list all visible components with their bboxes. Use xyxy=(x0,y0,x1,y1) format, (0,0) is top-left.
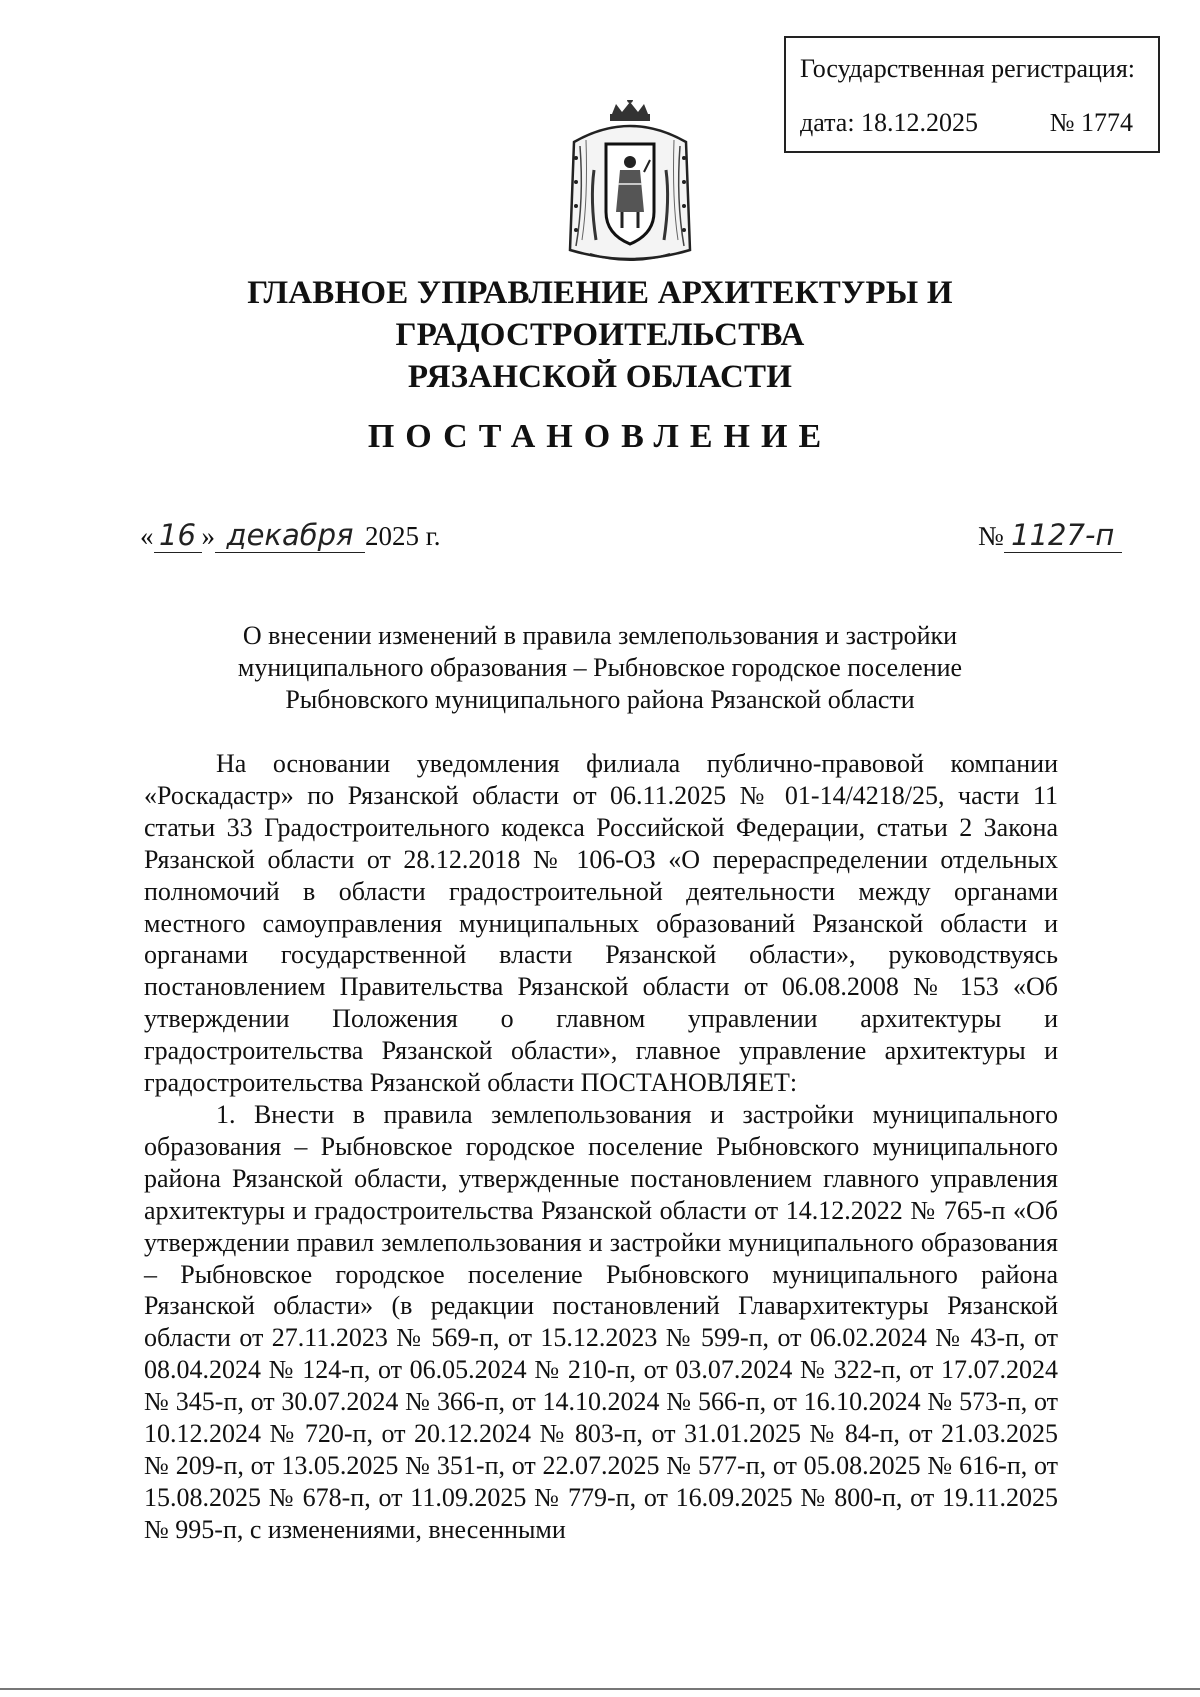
date-year: 2025 г. xyxy=(365,521,441,551)
body-paragraph-item-1: 1. Внести в правила землепользования и застройки муниципального образования – Рыбновское городское поселение Рыбновского муниципального района Рязанской области, утвержденные постановлением главного управления архитектуры и градостроительства Рязанской области от 14.12.2022 № 765-п «Об утверждении правил землепользования и застройки муниципального образования – Рыбновское городское поселение Рыбновского муниципального района Рязанской области» (в редакции постановлений Главархитектуры Рязанской области от 27.11.2023 № 569-п, от 15.12.2023 № 599-п, от 06.02.2024 № 43-п, от 08.04.2024 № 124-п, от 06.05.2024 № 210-п, от 03.07.2024 № 322-п, от 17.07.2024 № 345-п, от 30.07.2024 № 366-п, от 14.10.2024 № 566-п, от 16.10.2024 № 573-п, от 10.12.2024 № 720-п, от 20.12.2024 № 803-п, от 31.01.2025 № 84-п, от 21.03.2025 № 209-п, от 13.05.2025 № 351-п, от 22.07.2025 № 577-п, от 05.08.2025 № 616-п, от 15.08.2025 № 678-п, от 11.09.2025 № 779-п, от 16.09.2025 № 800-п, от 19.11.2025 № 995-п, с изменениями, внесенными xyxy=(144,1099,1058,1544)
registration-stamp xyxy=(784,36,1160,153)
subject-line-2: муниципального образования – Рыбновское городское поселение xyxy=(237,653,963,682)
date-day-handwritten: 16 xyxy=(154,518,202,553)
org-line-2: РЯЗАНСКОЙ ОБЛАСТИ xyxy=(407,359,793,395)
registration-date-row xyxy=(800,108,1145,138)
document-subject xyxy=(160,620,1040,716)
registration-label: Государственная регистрация: xyxy=(800,54,1136,83)
org-line-1: ГЛАВНОЕ УПРАВЛЕНИЕ АРХИТЕКТУРЫ И ГРАДОСТРОИТЕЛЬСТВА xyxy=(247,275,953,353)
ryazan-coat-of-arms-icon xyxy=(560,100,700,270)
registration-number: № 1774 xyxy=(1049,108,1133,137)
number-value-handwritten: 1127-п xyxy=(1004,518,1122,553)
page-bottom-edge xyxy=(0,1688,1200,1690)
body-paragraph-preamble: На основании уведомления филиала публично-правовой компании «Роскадастр» по Рязанской области от 06.11.2025 № 01-14/4218/25, части 11 статьи 33 Градостроительного кодекса Российской Федерации, статьи 2 Закона Рязанской области от 28.12.2018 № 106-ОЗ «О перераспределении отдельных полномочий в области градостроительной деятельности между органами местного самоуправления муниципальных образований Рязанской области и органами государственной власти Рязанской области», руководствуясь постановлением Правительства Рязанской области от 06.08.2008 № 153 «Об утверждении Положения о главном управлении архитектуры и градостроительства Рязанской области», главное управление архитектуры и градостроительства Рязанской области ПОСТАНОВЛЯЕТ: xyxy=(144,749,1058,1098)
subject-line-3: Рыбновского муниципального района Рязанской области xyxy=(285,685,915,714)
registration-date: дата: 18.12.2025 xyxy=(800,108,979,137)
document-date xyxy=(140,518,441,553)
close-quote: » xyxy=(201,521,215,551)
date-month-handwritten: декабря xyxy=(215,518,365,553)
document-number xyxy=(978,518,1122,553)
number-prefix: № xyxy=(978,521,1004,551)
document-type-title: ПОСТАНОВЛЕНИЕ xyxy=(367,418,833,455)
document-body xyxy=(144,748,1058,1546)
subject-line-1: О внесении изменений в правила землепользования и застройки xyxy=(242,621,958,650)
open-quote: « xyxy=(140,521,154,551)
organization-name xyxy=(100,272,1100,398)
